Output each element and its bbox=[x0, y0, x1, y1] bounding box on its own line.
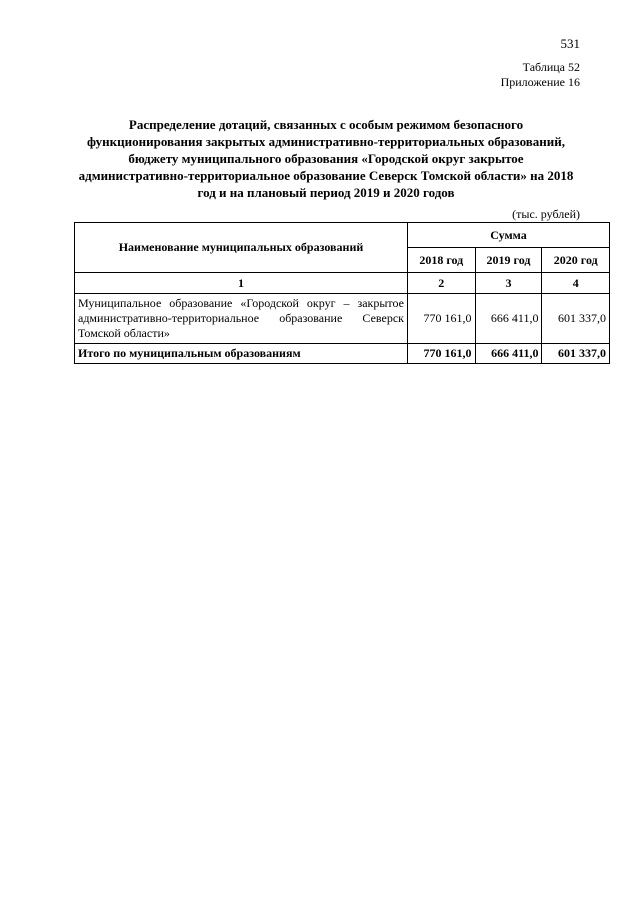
header-year-2020: 2020 год bbox=[542, 248, 610, 273]
table-header-row bbox=[75, 223, 610, 248]
table-reference bbox=[501, 60, 580, 90]
municipality-name: Муниципальное образование «Городской округ – закрытое административно-территориальное образование Северск Томской области» bbox=[75, 294, 408, 344]
units-label: (тыс. рублей) bbox=[512, 207, 580, 221]
header-name: Наименование муниципальных образований bbox=[75, 223, 408, 273]
value-2018: 770 161,0 bbox=[408, 294, 476, 344]
column-number: 4 bbox=[542, 273, 610, 294]
document-title: Распределение дотаций, связанных с особым режимом безопасного функционирования закрытых административно-территориальных образований, бюджету муниципального образования «Городской округ закрытое административно-территориальное образование Северск Томской области» на 2018 год и на плановый период 2019 и 2020 годов bbox=[78, 117, 574, 200]
column-number: 2 bbox=[408, 273, 476, 294]
column-number-row bbox=[75, 273, 610, 294]
value-2019: 666 411,0 bbox=[475, 294, 542, 344]
total-label: Итого по муниципальным образованиям bbox=[75, 344, 408, 364]
total-row bbox=[75, 344, 610, 364]
distribution-table bbox=[74, 222, 610, 364]
column-number: 1 bbox=[75, 273, 408, 294]
header-year-2019: 2019 год bbox=[475, 248, 542, 273]
table-row bbox=[75, 294, 610, 344]
total-2020: 601 337,0 bbox=[542, 344, 610, 364]
header-sum: Сумма bbox=[408, 223, 610, 248]
page-number: 531 bbox=[560, 36, 580, 51]
column-number: 3 bbox=[475, 273, 542, 294]
total-2018: 770 161,0 bbox=[408, 344, 476, 364]
header-year-2018: 2018 год bbox=[408, 248, 476, 273]
total-2019: 666 411,0 bbox=[475, 344, 542, 364]
appendix-label: Приложение 16 bbox=[500, 75, 580, 89]
table-label: Таблица 52 bbox=[522, 60, 580, 74]
value-2020: 601 337,0 bbox=[542, 294, 610, 344]
